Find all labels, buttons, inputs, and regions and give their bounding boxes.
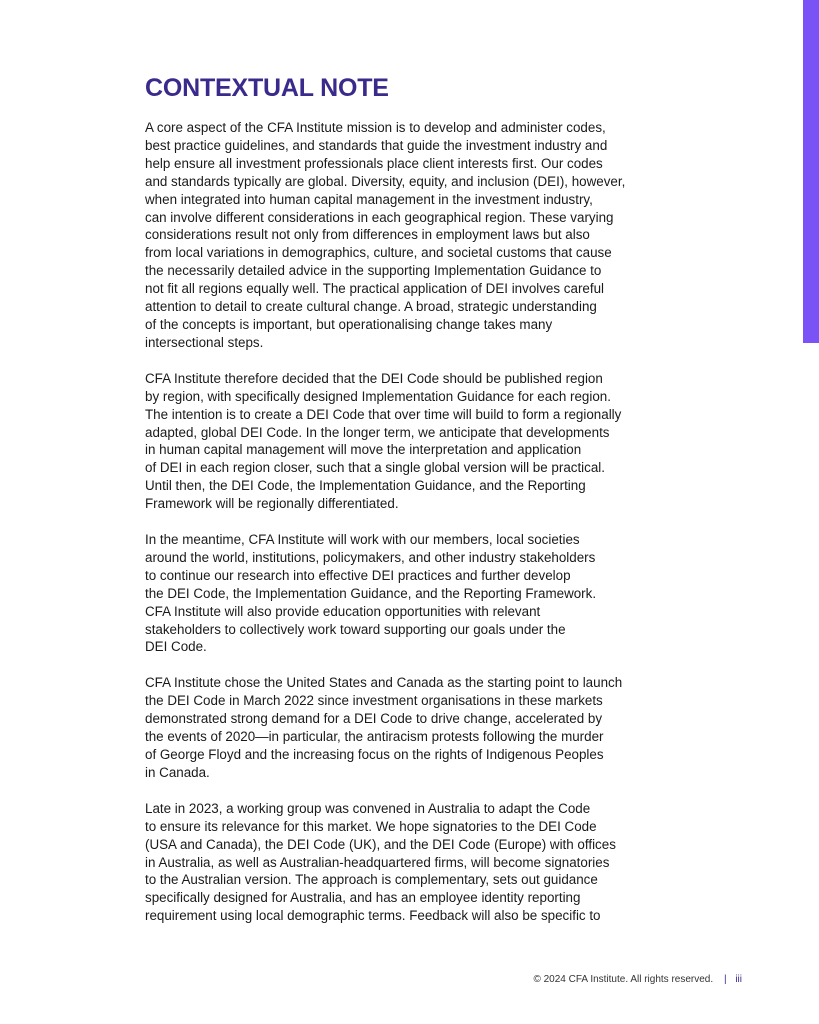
paragraph-2 [145,370,679,513]
text-line: in Canada. [145,764,210,780]
page-number: iii [735,974,742,985]
copyright-text: © 2024 CFA Institute. All rights reserved. [533,974,714,985]
text-line: attention to detail to create cultural change. A broad, strategic understanding [145,299,597,315]
text-line: stakeholders to collectively work toward supporting our goals under the [145,621,566,637]
page-title: CONTEXTUAL NOTE [145,74,389,102]
text-line: considerations result not only from differences in employment laws but also [145,227,590,243]
footer-separator: | [723,974,727,985]
paragraph-1 [145,119,679,352]
page-content [145,72,679,943]
text-line: Until then, the DEI Code, the Implementation Guidance, and the Reporting [145,478,586,494]
text-line: to the Australian version. The approach is complementary, sets out guidance [145,872,598,888]
text-line: CFA Institute therefore decided that the DEI Code should be published region [145,370,603,386]
text-line: In the meantime, CFA Institute will work with our members, local societies [145,532,580,548]
paragraph-5 [145,800,679,925]
text-line: by region, with specifically designed Implementation Guidance for each region. [145,388,611,404]
text-line: from local variations in demographics, culture, and societal customs that cause [145,245,612,261]
text-line: can involve different considerations in each geographical region. These varying [145,209,614,225]
text-line: the events of 2020—in particular, the antiracism protests following the murder [145,729,604,745]
text-line: CFA Institute will also provide education opportunities with relevant [145,603,541,619]
text-line: (USA and Canada), the DEI Code (UK), and the DEI Code (Europe) with offices [145,836,616,852]
text-line: to ensure its relevance for this market. We hope signatories to the DEI Code [145,818,597,834]
text-line: DEI Code. [145,639,207,655]
text-line: A core aspect of the CFA Institute mission is to develop and administer codes, [145,120,606,135]
page-footer [533,973,742,987]
text-line: best practice guidelines, and standards that guide the investment industry and [145,137,608,153]
text-line: and standards typically are global. Diversity, equity, and inclusion (DEI), however, [145,173,626,189]
text-line: demonstrated strong demand for a DEI Code to drive change, accelerated by [145,711,603,727]
accent-bar [803,0,819,343]
text-line: intersectional steps. [145,334,264,350]
text-line: requirement using local demographic terms. Feedback will also be specific to [145,908,601,924]
text-line: Framework will be regionally differentiated. [145,496,399,512]
paragraph-4 [145,674,679,781]
text-line: CFA Institute chose the United States and Canada as the starting point to launch [145,675,623,691]
text-line: of George Floyd and the increasing focus on the rights of Indigenous Peoples [145,747,604,762]
body-text [145,119,679,925]
text-line: the DEI Code, the Implementation Guidance, and the Reporting Framework. [145,585,597,601]
text-line: the necessarily detailed advice in the supporting Implementation Guidance to [145,263,602,279]
text-line: Late in 2023, a working group was convened in Australia to adapt the Code [145,800,591,816]
text-line: to continue our research into effective DEI practices and further develop [145,567,571,583]
text-line: not fit all regions equally well. The practical application of DEI involves careful [145,281,604,297]
paragraph-3 [145,531,679,656]
text-line: help ensure all investment professionals place client interests first. Our codes [145,155,603,171]
text-line: around the world, institutions, policymakers, and other industry stakeholders [145,549,596,565]
text-line: The intention is to create a DEI Code that over time will build to form a regionally [145,406,622,422]
text-line: of DEI in each region closer, such that a single global version will be practical. [145,460,605,476]
text-line: in human capital management will move the interpretation and application [145,442,582,458]
text-line: of the concepts is important, but operationalising change takes many [145,316,553,332]
text-line: specifically designed for Australia, and has an employee identity reporting [145,890,581,906]
text-line: when integrated into human capital management in the investment industry, [145,191,593,207]
text-line: adapted, global DEI Code. In the longer term, we anticipate that developments [145,424,610,440]
text-line: in Australia, as well as Australian-headquartered firms, will become signatories [145,854,610,870]
text-line: the DEI Code in March 2022 since investment organisations in these markets [145,693,603,709]
